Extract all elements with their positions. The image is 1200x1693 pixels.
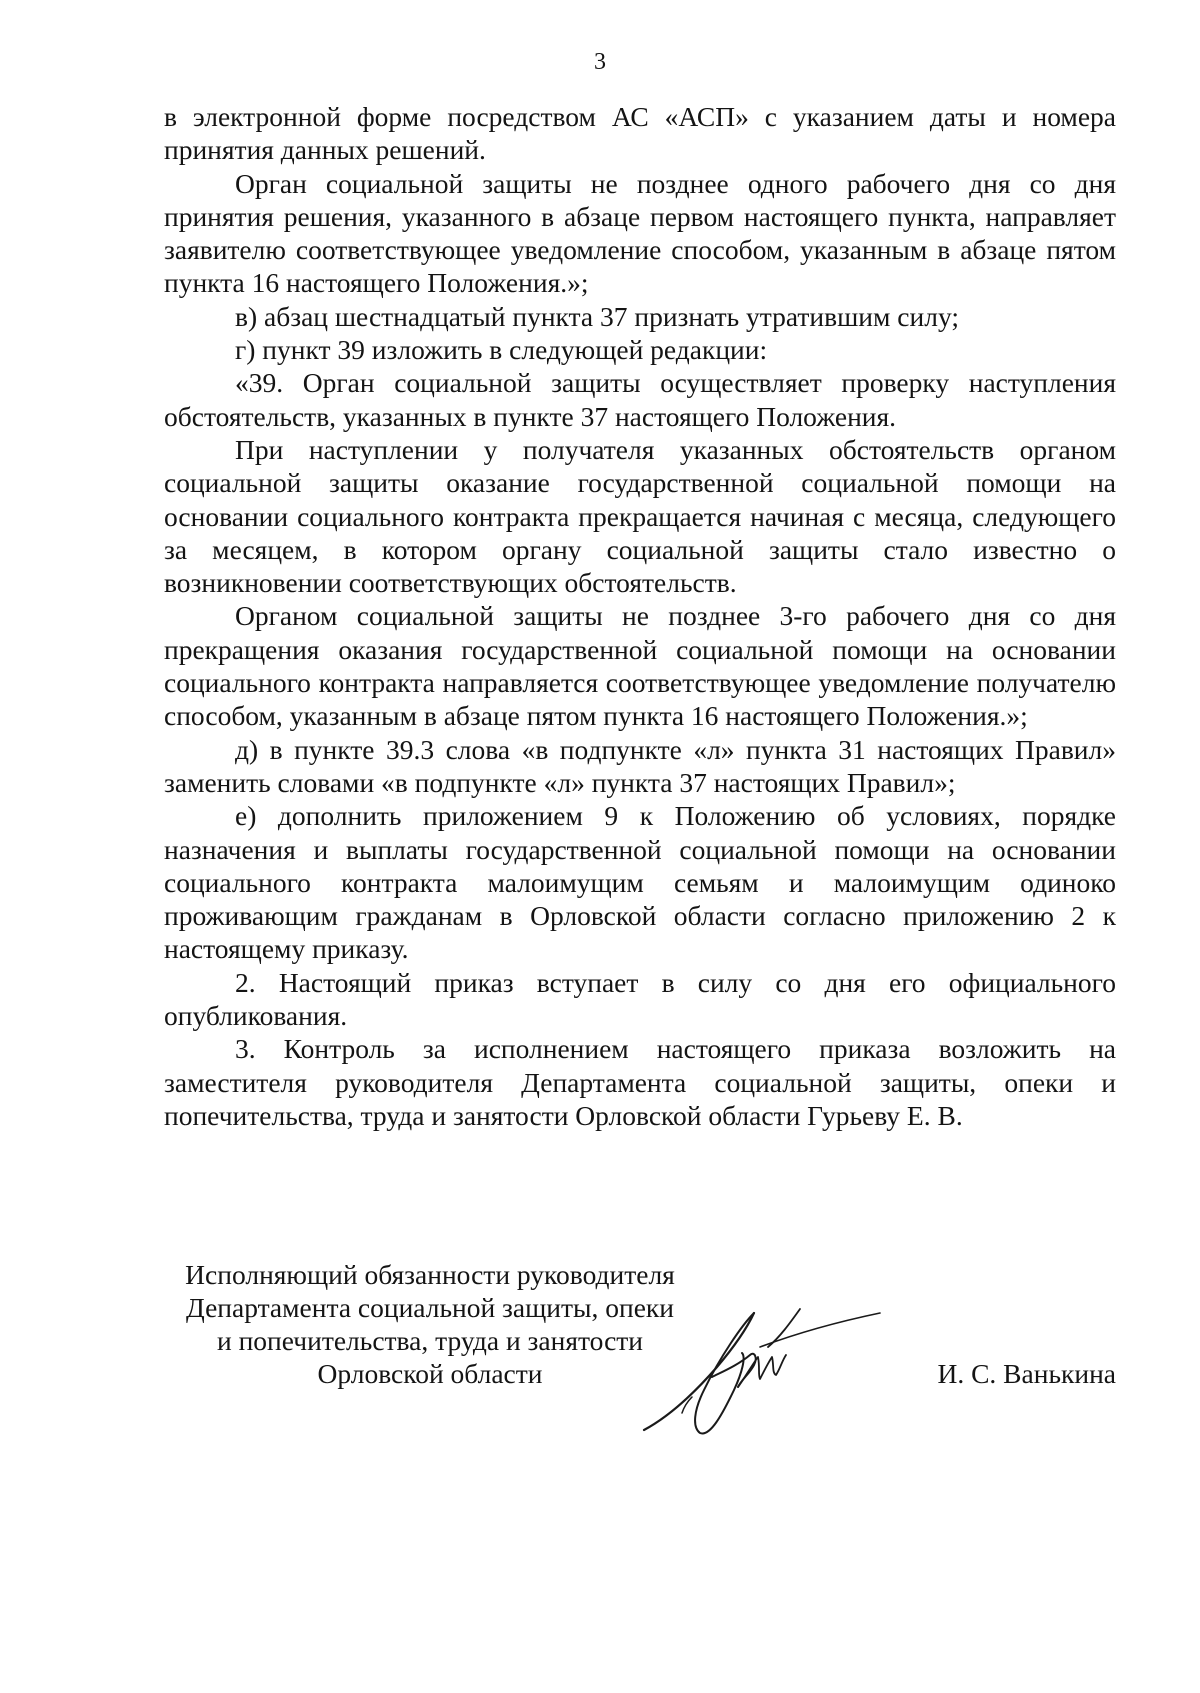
signatory-title-line: Исполняющий обязанности руководителя — [185, 1259, 675, 1290]
paragraph: д) в пункте 39.3 слова «в подпункте «л» пункта 31 настоящих Правил» заменить словами «в подпункте «л» пункта 37 настоящих Правил»; — [164, 733, 1116, 798]
paragraph: 2. Настоящий приказ вступает в силу со дня его официального опубликования. — [164, 966, 1116, 1032]
paragraph: Орган социальной защиты не позднее одного рабочего дня со дня принятия решения, указанного в абзаце первом настоящего пункта, направляет заявителю соответствующее уведомление способом, указанным в абзаце пятом пункта 16 настоящего Положения.»; — [164, 167, 1116, 299]
signatory-title — [150, 1258, 710, 1390]
paragraph: е) дополнить приложением 9 к Положению об условиях, порядке назначения и выплаты государственной социальной помощи на основании социального контракта малоимущим семьям и малоимущим одиноко проживающим гражданам в Орловской области согласно приложению 2 к настоящему приказу. — [164, 800, 1116, 965]
page-number: 3 — [594, 49, 606, 75]
paragraph: Органом социальной защиты не позднее 3-го рабочего дня со дня прекращения оказания государственной социальной помощи на основании социального контракта направляется соответствующее уведомление получателю способом, указанным в абзаце пятом пункта 16 настоящего Положения.»; — [164, 600, 1116, 732]
handwritten-signature — [642, 1295, 882, 1450]
paragraph: 3. Контроль за исполнением настоящего приказа возложить на заместителя руководителя Департамента социальной защиты, опеки и попечительства, труда и занятости Орловской области Гурьеву Е. В. — [164, 1033, 1116, 1131]
paragraph: г) пункт 39 изложить в следующей редакции: — [235, 334, 768, 366]
signatory-name: И. С. Ванькина — [937, 1358, 1116, 1389]
paragraph: в электронной форме посредством АС «АСП» с указанием даты и номера принятия данных решений. — [164, 101, 1116, 166]
paragraph: «39. Орган социальной защиты осуществляет проверку наступления обстоятельств, указанных в пункте 37 настоящего Положения. — [164, 367, 1116, 432]
signatory-title-line: Департамента социальной защиты, опеки — [185, 1292, 675, 1323]
document-body — [164, 100, 1116, 1132]
signatory-title-line: Орловской области — [317, 1358, 543, 1389]
paragraph: При наступлении у получателя указанных обстоятельств органом социальной защиты оказание государственной социальной помощи на основании социального контракта прекращается начиная с месяца, следующего за месяцем, в котором органу социальной защиты стало известно о возникновении соответствующих обстоятельств. — [164, 433, 1116, 599]
signatory-title-line: и попечительства, труда и занятости — [216, 1325, 644, 1356]
paragraph: в) абзац шестнадцатый пункта 37 признать утратившим силу; — [235, 300, 959, 332]
